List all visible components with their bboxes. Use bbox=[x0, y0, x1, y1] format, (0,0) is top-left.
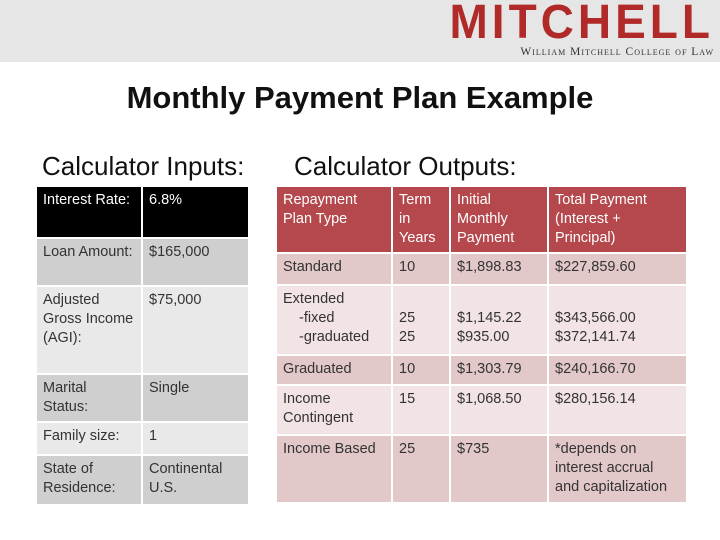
monthly-payment: $1,898.83 bbox=[451, 254, 547, 284]
total-payment: $280,156.14 bbox=[549, 386, 686, 434]
input-value: 6.8% bbox=[143, 187, 248, 237]
logo-wordmark: MITCHELL bbox=[449, 0, 714, 49]
plan-subtype: -graduated bbox=[299, 329, 370, 345]
input-label: Interest Rate: bbox=[37, 187, 141, 237]
plan-subtype: -fixed bbox=[299, 310, 335, 326]
input-value: Continental U.S. bbox=[143, 456, 248, 504]
monthly-payment: $1,068.50 bbox=[451, 386, 547, 434]
term-years: 25 bbox=[393, 436, 449, 502]
calculator-inputs-table bbox=[35, 185, 250, 506]
output-row bbox=[277, 436, 686, 502]
total-payment: $240,166.70 bbox=[549, 356, 686, 384]
payment-value: $1,145.22 bbox=[457, 310, 522, 326]
total-payment bbox=[549, 286, 686, 354]
total-payment: $227,859.60 bbox=[549, 254, 686, 284]
plan-type bbox=[277, 286, 391, 354]
monthly-payment bbox=[451, 286, 547, 354]
input-value: 1 bbox=[143, 423, 248, 454]
plan-type: Standard bbox=[277, 254, 391, 284]
input-value: $75,000 bbox=[143, 287, 248, 373]
total-value: $372,141.74 bbox=[555, 329, 636, 345]
total-value: $343,566.00 bbox=[555, 310, 636, 326]
column-header: Term in Years bbox=[393, 187, 449, 252]
input-label: Adjusted Gross Income (AGI): bbox=[37, 287, 141, 373]
outputs-heading: Calculator Outputs: bbox=[294, 151, 517, 181]
term-years: 10 bbox=[393, 356, 449, 384]
inputs-heading: Calculator Inputs: bbox=[42, 151, 245, 181]
input-row bbox=[37, 287, 248, 373]
column-header: Repayment Plan Type bbox=[277, 187, 391, 252]
input-row bbox=[37, 456, 248, 504]
plan-type: Graduated bbox=[277, 356, 391, 384]
term-value: 25 bbox=[399, 329, 416, 345]
plan-type: Income Based bbox=[277, 436, 391, 502]
input-row bbox=[37, 423, 248, 454]
calculator-outputs-table bbox=[275, 185, 688, 504]
payment-value: $935.00 bbox=[457, 329, 510, 345]
total-payment: *depends on interest accrual and capitalization bbox=[549, 436, 686, 502]
input-row bbox=[37, 187, 248, 237]
column-header: Total Payment (Interest + Principal) bbox=[549, 187, 686, 252]
term-years: 10 bbox=[393, 254, 449, 284]
output-header-row bbox=[277, 187, 686, 252]
plan-name: Extended bbox=[283, 291, 345, 307]
input-label: State of Residence: bbox=[37, 456, 141, 504]
output-row bbox=[277, 356, 686, 384]
plan-type: Income Contingent bbox=[277, 386, 391, 434]
input-row bbox=[37, 375, 248, 421]
input-value: Single bbox=[143, 375, 248, 421]
term-years bbox=[393, 286, 449, 354]
input-value: $165,000 bbox=[143, 239, 248, 285]
term-value: 25 bbox=[399, 310, 416, 326]
output-row bbox=[277, 286, 686, 354]
output-row bbox=[277, 386, 686, 434]
monthly-payment: $735 bbox=[451, 436, 547, 502]
page-title: Monthly Payment Plan Example bbox=[126, 80, 594, 115]
logo-subtitle: William Mitchell College of Law bbox=[520, 46, 714, 58]
input-label: Marital Status: bbox=[37, 375, 141, 421]
input-label: Family size: bbox=[37, 423, 141, 454]
input-row bbox=[37, 239, 248, 285]
input-label: Loan Amount: bbox=[37, 239, 141, 285]
monthly-payment: $1,303.79 bbox=[451, 356, 547, 384]
term-years: 15 bbox=[393, 386, 449, 434]
column-header: Initial Monthly Payment bbox=[451, 187, 547, 252]
college-logo bbox=[449, 0, 714, 59]
output-row bbox=[277, 254, 686, 284]
header-banner bbox=[0, 0, 720, 62]
